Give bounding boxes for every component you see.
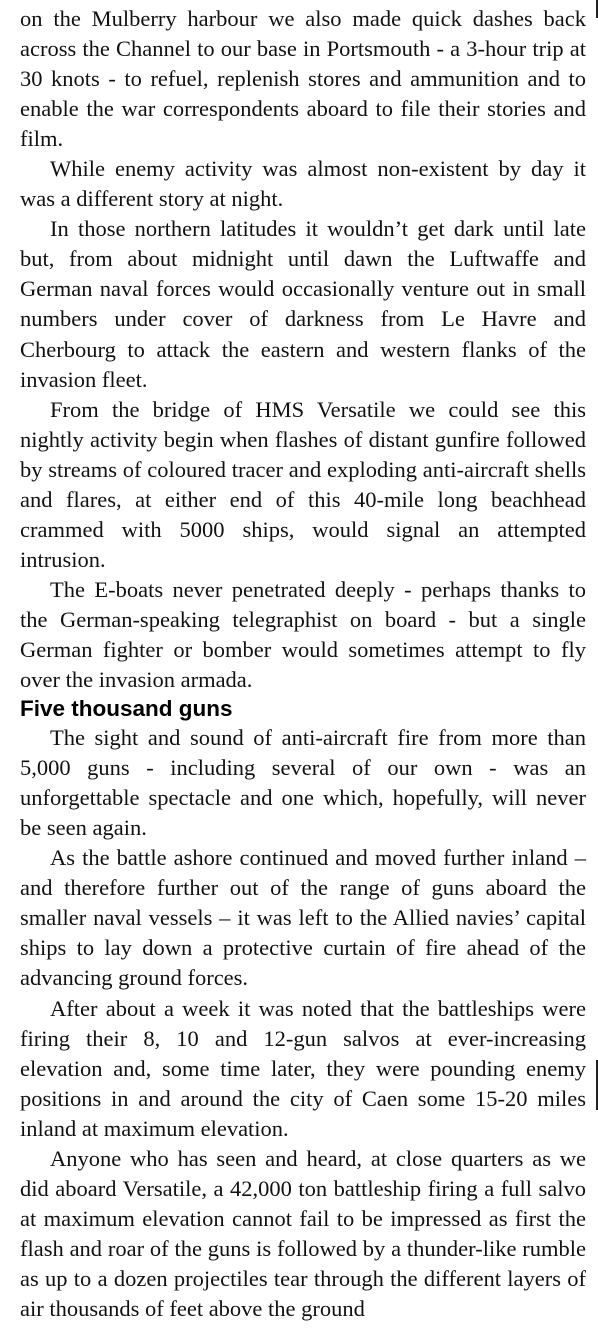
paragraph-northern-latitudes: In those northern latitudes it wouldn’t get dark until late but, from about midnight until dawn the Luftwaffe and German naval forces would occasionally venture out in small numbers under cover of darkness from Le Havre and Cherbourg to attack the eastern and western flanks of the invasion fleet.: [20, 216, 586, 392]
paragraph-battle-ashore: As the battle ashore continued and moved further inland – and therefore further out of the range of guns aboard the smaller naval vessels – it was left to the Allied navies’ capital ships to lay down a protective curtain of fire ahead of the advancing ground forces.: [20, 845, 586, 991]
paragraph-mulberry-harbour: on the Mulberry harbour we also made quick dashes back across the Channel to our base in Portsmouth - a 3-hour trip at 30 knots - to refuel, replenish stores and ammunition and to enable the war correspondents aboard to file their stories and film.: [20, 6, 586, 152]
article-page: [20, 4, 586, 1324]
section-heading: Five thousand guns: [20, 696, 233, 722]
paragraph-battleship-firing: Anyone who has seen and heard, at close quarters as we did aboard Versatile, a 42,000 ton battleship firing a full salvo at maximum elevation cannot fail to be impressed as first the flash and roar of the guns is followed by a thunder-like rumble as up to a dozen projectiles tear through the different layers of air thousands of feet above the ground: [20, 1145, 586, 1321]
paragraph-enemy-activity: While enemy activity was almost non-existent by day it was a different story at night.: [20, 156, 586, 212]
paragraph-e-boats: The E-boats never penetrated deeply - perhaps thanks to the German-speaking telegraphist on board - but a single German fighter or bomber would sometimes attempt to fly over the invasion armada.: [20, 576, 586, 693]
paragraph-battleships-salvos: After about a week it was noted that the battleships were firing their 8, 10 and 12-gun salvos at ever-increasing elevation and, some time later, they were pounding enemy positions in and around the city of Caen some 15-20 miles inland at maximum elevation.: [20, 995, 586, 1141]
paragraph-bridge-versatile: From the bridge of HMS Versatile we could see this nightly activity begin when flashes of distant gunfire followed by streams of coloured tracer and exploding anti-aircraft shells and flares, at either end of this 40-mile long beachhead crammed with 5000 ships, would signal an attempted intrusion.: [20, 396, 586, 572]
paragraph-anti-aircraft: The sight and sound of anti-aircraft fire from more than 5,000 guns - including several of our own - was an unforgettable spectacle and one which, hopefully, will never be seen again.: [20, 725, 586, 841]
